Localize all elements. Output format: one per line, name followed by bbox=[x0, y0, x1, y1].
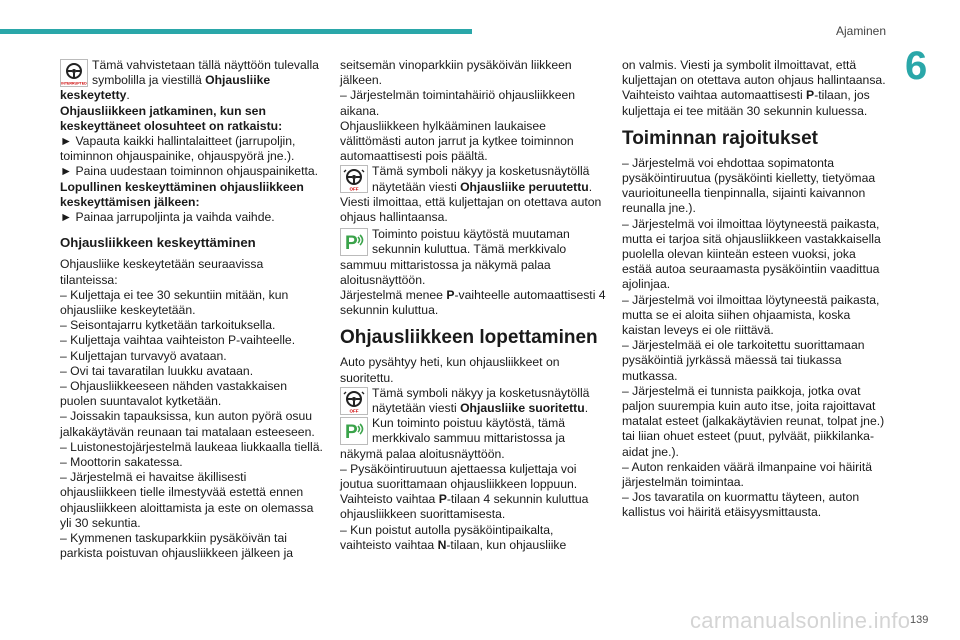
completed-bold: Ohjausliike suoritettu bbox=[460, 401, 585, 416]
leave-gear-n: N bbox=[437, 537, 447, 552]
interrupted-text-bold: Ohjausliike bbox=[205, 73, 271, 88]
list-item: – Luistonestojärjestelmä laukeaa liukkaalla tiellä. bbox=[60, 439, 323, 454]
list-item: – Järjestelmän toimintahäiriö ohjausliikkeen aikana. bbox=[340, 88, 576, 118]
park-off-notice-2 bbox=[340, 416, 606, 446]
svg-text:P: P bbox=[345, 233, 358, 255]
list-item: – Kuljettajan turvavyö avataan. bbox=[60, 348, 227, 363]
interruption-heading: Ohjausliikkeen keskeyttäminen bbox=[60, 235, 256, 251]
col2-lead: seitsemän vinoparkkiin pysäköivän liikkeen jälkeen. bbox=[340, 58, 572, 88]
cancelled-cont: Viesti ilmoittaa, että kuljettajan on otettava auton ohjaus hallintaansa. bbox=[340, 194, 602, 225]
list-item: – Joissakin tapauksissa, kun auton pyörä osuu jalkakäytävän reunaan tai matalaan esteeseen. bbox=[60, 409, 315, 439]
col3-gear-p: P bbox=[806, 88, 815, 103]
shift-gear-p: P bbox=[446, 288, 455, 303]
off-label: OFF bbox=[349, 186, 359, 192]
steering-wheel-interrupted-icon bbox=[60, 59, 88, 87]
list-item: – Järjestelmä ei tunnista paikkoja, jotka ovat paljon suurempia kuin auto itse, joita rajoittavat matalat esteet (jalkakäytävien reunat, tolpat jne.) tai liian ohuet esteet (puut, pylväät, piikkilanka-aidat jne.). bbox=[622, 383, 885, 459]
column-2 bbox=[340, 58, 606, 553]
interrupted-end: . bbox=[126, 88, 130, 103]
resume-heading: Ohjausliikkeen jatkaminen, kun sen keskeyttäneet olosuhteet on ratkaistu: bbox=[60, 103, 283, 133]
limitations-heading: Toiminnan rajoitukset bbox=[622, 127, 819, 149]
column-1 bbox=[60, 58, 324, 562]
stopping-heading: Ohjausliikkeen lopettaminen bbox=[340, 327, 598, 349]
list-item: – Seisontajarru kytketään tarkoituksella. bbox=[60, 318, 276, 333]
park-off-text-2: Kun toiminto poistuu käytöstä, tämä merkkivalo sammuu mittaristossa ja bbox=[372, 416, 566, 446]
column-3 bbox=[622, 58, 888, 521]
list-item: – Ovi tai tavaratilan luukku avataan. bbox=[60, 363, 254, 378]
header-accent-bar bbox=[0, 29, 472, 34]
interrupted-notice bbox=[60, 58, 324, 88]
park-off-text: Toiminto poistuu käytöstä muutaman sekunnin kuluttua. Tämä merkkivalo bbox=[372, 227, 570, 257]
list-item: – Järjestelmä ei havaitse äkillisesti ohjausliikkeen tielle ilmestyvää estettä ennen ohjausliikkeen aloittamista ja este on olemassa yli 30 sekuntia. bbox=[60, 470, 314, 530]
list-item: – Järjestelmä voi ehdottaa sopimatonta pysäköintiruutua (pysäköinti kielletty, tietyömaa vaurioituneella tienpinnalla, sijainti kaivannon reunalla jne.). bbox=[622, 155, 876, 216]
stop-intro: Auto pysähtyy heti, kun ohjausliikkeet on suoritettu. bbox=[340, 355, 560, 385]
final-step-1: ► Painaa jarrupoljinta ja vaihda vaihde. bbox=[60, 210, 275, 225]
completed-end: . bbox=[584, 401, 589, 416]
completed-text: Tämä symboli näkyy ja kosketusnäytöllä näytetään viesti bbox=[372, 385, 590, 416]
resume-step-2: ► Paina uudestaan toiminnon ohjauspainiketta. bbox=[60, 164, 319, 179]
page-number: 139 bbox=[910, 614, 929, 626]
park-off-notice-1 bbox=[340, 227, 606, 257]
list-item: – Auton renkaiden väärä ilmanpaine voi häiritä järjestelmän toimintaa. bbox=[622, 459, 873, 490]
shift2-text-b: -tilaan 4 sekunnin kuluttua ohjausliikkeen suorittamisesta. bbox=[340, 492, 589, 522]
leave-text-b: -tilaan, kun ohjausliike bbox=[446, 537, 567, 552]
park-off-cont-2: näkymä palaa aloitusnäyttöön. bbox=[340, 446, 505, 461]
list-item: – Kuljettaja vaihtaa vaihteiston P-vaihteelle. bbox=[60, 333, 296, 348]
cancelled-text: Tämä symboli näkyy ja kosketusnäytöllä näytetään viesti bbox=[372, 164, 590, 194]
interruption-intro: Ohjausliike keskeytetään seuraavissa tilanteissa: bbox=[60, 257, 264, 287]
section-title: Ajaminen bbox=[835, 24, 886, 38]
completed-notice bbox=[340, 386, 606, 416]
list-item: – Kymmenen taskuparkkiin pysäköivän tai parkista poistuvan ohjausliikkeen jälkeen ja bbox=[60, 531, 294, 561]
park-assist-indicator-icon bbox=[340, 417, 368, 445]
leave-text-a: – Kun poistut autolla pysäköintipaikalta, vaihteisto vaihtaa bbox=[340, 522, 554, 552]
col3-lead-b: -tilaan, jos kuljettaja ei tee mitään 30 sekunnin kuluessa. bbox=[622, 88, 870, 118]
off-label: OFF bbox=[349, 408, 359, 414]
list-item: – Kuljettaja ei tee 30 sekuntiin mitään, kun ohjausliike keskeytetään. bbox=[60, 287, 289, 318]
resume-step-1: ► Vapauta kaikki hallintalaitteet (jarrupoljin, toiminnon ohjauspainike, ohjauspyörä jne.). bbox=[60, 134, 296, 164]
interrupted-label: INTERRUPTED bbox=[61, 81, 87, 86]
shift-text-a: Järjestelmä menee bbox=[340, 288, 447, 303]
shift2-text-a: Vaihteisto vaihtaa bbox=[340, 492, 439, 507]
shift-text-b: -vaihteelle automaattisesti 4 sekunnin kuluttua. bbox=[340, 288, 606, 318]
park-assist-indicator-icon bbox=[340, 228, 368, 256]
chapter-number: 6 bbox=[905, 44, 928, 88]
list-item: – Moottorin sakatessa. bbox=[60, 455, 183, 470]
shift2-gear-p: P bbox=[438, 492, 447, 507]
col3-lead-a: on valmis. Viesti ja symbolit ilmoittavat, että kuljettajan on otettava auton ohjaus hallintaansa. Vaihteisto vaihtaa automaattisesti bbox=[622, 58, 886, 103]
watermark: carmanualsonline.info bbox=[690, 608, 911, 633]
list-item: – Pysäköintiruutuun ajettaessa kuljettaja voi joutua suorittamaan ohjausliikkeen loppuun. bbox=[340, 461, 578, 492]
list-item: – Järjestelmää ei ole tarkoitettu suorittamaan pysäköintiä jyrkässä mäessä tai tiukassa mutkassa. bbox=[622, 338, 865, 383]
park-off-cont: sammuu mittaristossa ja näkymä palaa aloitusnäyttöön. bbox=[340, 257, 551, 287]
cancelled-end: . bbox=[588, 179, 593, 194]
reject-paragraph: Ohjausliikkeen hylkääminen laukaisee välittömästi auton jarrut ja kytkee toiminnon automaattisesti pois päältä. bbox=[340, 118, 574, 164]
interrupted-text: Tämä vahvistetaan tällä näyttöön tulevalla symbolilla ja viestillä bbox=[92, 58, 319, 88]
interrupted-bold-cont: keskeytetty bbox=[60, 88, 127, 103]
cancelled-notice bbox=[340, 164, 606, 194]
list-item: – Jos tavaratila on kuormattu täyteen, auton kallistus voi häiritä etäisyysmittausta. bbox=[622, 490, 860, 520]
steering-wheel-off-icon bbox=[340, 387, 368, 415]
cancelled-bold: Ohjausliike peruutettu bbox=[460, 179, 589, 194]
svg-text:P: P bbox=[345, 422, 358, 444]
steering-wheel-off-icon bbox=[340, 165, 368, 193]
final-heading: Lopullinen keskeyttäminen ohjausliikkeen keskeyttämisen jälkeen: bbox=[60, 179, 304, 209]
list-item: – Järjestelmä voi ilmoittaa löytyneestä paikasta, mutta se ei aloita siihen ohjaamista, koska kaistan leveys ei ole riittävä. bbox=[622, 292, 880, 338]
list-item: – Järjestelmä voi ilmoittaa löytyneestä paikasta, mutta ei tarjoa sitä ohjausliikkeen vastakkaisella puolella olevan kiinteän esteen vuoksi, joka estää autoa seuraamasta pysäköintiin vaadittua ajolinjaa. bbox=[622, 216, 881, 292]
list-item: – Ohjausliikkeeseen nähden vastakkaisen puolen suuntavalot kytketään. bbox=[60, 379, 287, 409]
